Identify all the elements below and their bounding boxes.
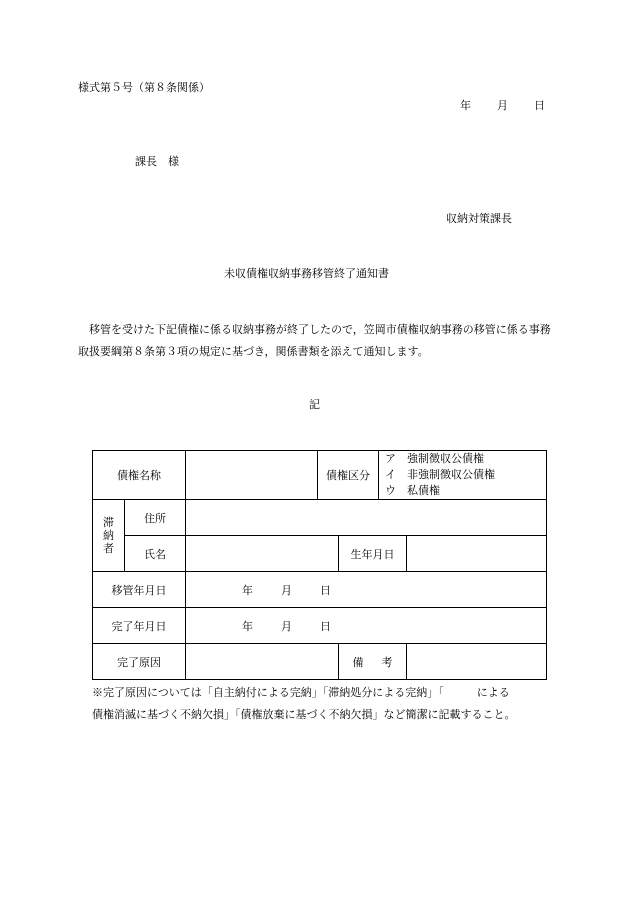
completion-date-value[interactable]: 年 月 日: [186, 608, 547, 644]
delinquent-label: 滞 納 者: [93, 500, 125, 572]
header-date-day: 日: [534, 99, 545, 112]
addressee: 課長 様: [135, 155, 179, 168]
ki-label: 記: [309, 398, 320, 411]
header-date-month: 月: [497, 99, 508, 112]
claim-name-value[interactable]: [186, 451, 318, 500]
header-date: [460, 100, 545, 111]
name-label: 氏名: [125, 536, 186, 572]
document-title: 未収債権収納事務移管終了通知書: [224, 267, 389, 280]
claim-name-label: 債権名称: [93, 451, 186, 500]
transfer-date-label: 移管年月日: [93, 572, 186, 608]
reason-value[interactable]: [186, 644, 339, 680]
body-paragraph: [78, 319, 556, 363]
address-value[interactable]: [186, 500, 547, 536]
claim-type-options: [379, 451, 547, 500]
completion-date-label: 完了年月日: [93, 608, 186, 644]
address-label: 住所: [125, 500, 186, 536]
reason-label: 完了原因: [93, 644, 186, 680]
claim-type-option[interactable]: イ 非強制徴収公債権: [385, 468, 495, 481]
claim-type-option[interactable]: ア 強制徴収公債権: [385, 452, 484, 465]
footnote-line-1: ※完了原因については「自主納付による完納」「滞納処分による完納」「 による: [92, 686, 510, 699]
header-date-year: 年: [460, 99, 471, 112]
sender: 収納対策課長: [446, 212, 512, 225]
name-value[interactable]: [186, 536, 339, 572]
form-number: 様式第５号（第８条関係）: [78, 81, 210, 94]
claim-type-option[interactable]: ウ 私債権: [385, 484, 440, 497]
remarks-value[interactable]: [407, 644, 547, 680]
notification-table: [92, 450, 547, 680]
transfer-date-value[interactable]: 年 月 日: [186, 572, 547, 608]
footnote: [92, 682, 562, 726]
footnote-line-2: 債権消滅に基づく不納欠損」「債権放棄に基づく不納欠損」など簡潔に記載すること。: [92, 708, 516, 721]
body-paragraph-text: 移管を受けた下記債権に係る収納事務が終了したので，笠岡市債権収納事務の移管に係る事務取扱要綱第８条第３項の規定に基づき，関係書類を添えて通知します。: [78, 323, 551, 358]
birthdate-label: 生年月日: [339, 536, 407, 572]
claim-type-label: 債権区分: [318, 451, 379, 500]
remarks-label: 備 考: [339, 644, 407, 680]
birthdate-value[interactable]: [407, 536, 547, 572]
